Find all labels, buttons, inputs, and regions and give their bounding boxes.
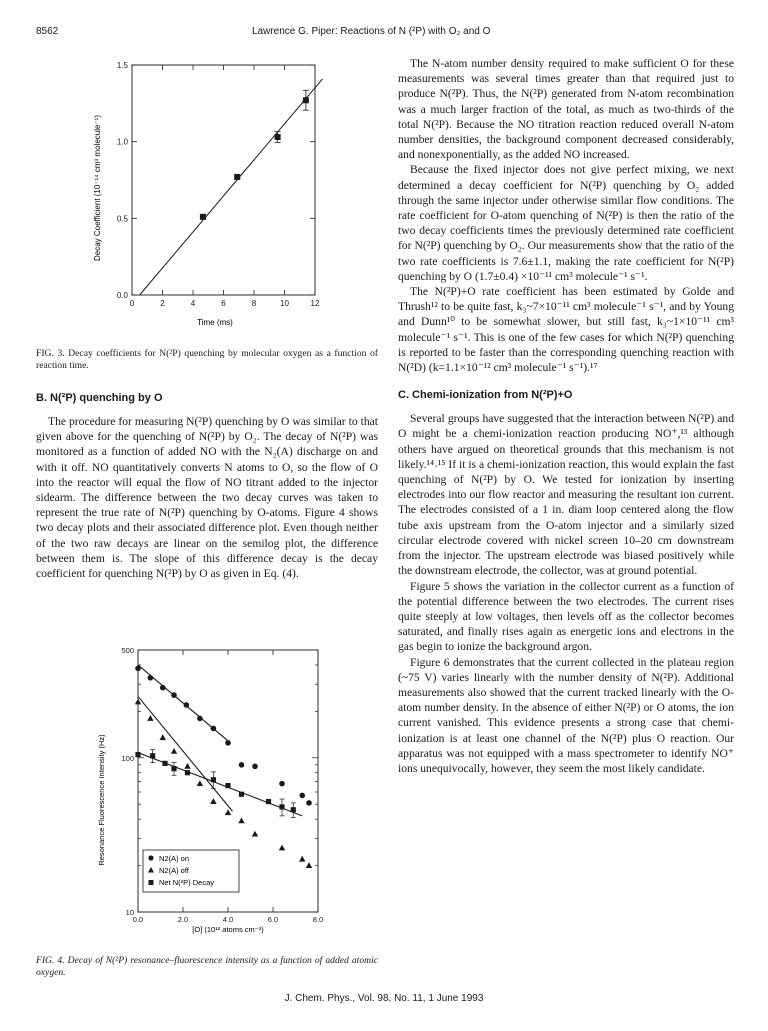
legend-marker-square — [149, 880, 154, 885]
fig4-y-tick-label: 100 — [121, 753, 134, 763]
fig3-xlabel: Time (ms) — [197, 318, 233, 327]
fig3-x-tick-label: 0 — [129, 299, 135, 308]
fig3-data-point — [234, 174, 240, 180]
fig4-point-square — [135, 752, 140, 757]
right-paragraph-4: Several groups have suggested that the interaction between N(²P) and O might be a chemi-ionization reaction producing NO⁺,¹³ although others have argued on theoretical grounds that this mechanism is not likely.¹⁴˒¹⁵ If it is a chemi-ionization reaction, this would explain the fast quenching of N(²P) by O. We tested for ionization by inserting electrodes into our flow reactor and measuring the resultant ion current. The electrodes consisted of a 1 in. diam loop centered along the flow tube axis upstream from the O-atom injector and a similarly sized circular electrode covered with nickel screen 10–20 cm downstream from the injector. The upstream electrode was biased positively while the downstream electrode, the collector, was at ground potential. — [398, 412, 734, 578]
fig4-point-circle — [197, 716, 203, 722]
fig4-point-triangle — [279, 845, 285, 851]
fig4-point-triangle — [299, 856, 305, 862]
fig4-point-circle — [148, 675, 154, 681]
fig4-point-square — [266, 799, 271, 804]
fig4-y-tick-label: 500 — [121, 646, 134, 655]
fig4-point-square — [150, 753, 155, 758]
legend-entry-0: N2(A) on — [159, 854, 190, 863]
fig4-xlabel: [O] (10¹² atoms cm⁻³) — [192, 925, 264, 934]
legend-marker-circle — [148, 855, 153, 860]
fig3-x-tick-label: 4 — [190, 299, 196, 308]
fig4-point-triangle — [184, 763, 190, 769]
fig4-point-circle — [171, 692, 177, 698]
fig4-point-triangle — [238, 817, 244, 823]
fig4-x-tick-label: 6.0 — [267, 915, 279, 924]
fig4-point-square — [239, 792, 244, 797]
fig3-x-tick-label: 8 — [251, 299, 257, 308]
fig4-x-tick-label: 2.0 — [177, 915, 189, 924]
right-paragraph-1: The N-atom number density required to make sufficient O for these measurements was several times greater than that required just to produce N(²P). Thus, the N(²P) generated from N-atom recombination was a much larger fraction of the total, as much as two-thirds of the total N(²P). Because the NO titration reaction reduced overall N-atom number densities, the background component decreased considerably, and nonexponentially, as the added NO increased. — [398, 57, 734, 162]
fig4-x-tick-label: 4.0 — [222, 915, 234, 924]
fig4-ylabel: Resonance Fluorescence Intensity (Hz) — [97, 734, 106, 866]
fig3-y-tick-label: 1.5 — [116, 61, 128, 70]
fig4-point-square — [171, 766, 176, 771]
fig4-point-triangle — [210, 798, 216, 804]
fig3-x-tick-label: 10 — [280, 299, 289, 308]
legend-entry-2: Net N(²P) Decay — [159, 878, 215, 887]
fig4-point-circle — [211, 726, 217, 732]
journal-footer: J. Chem. Phys., Vol. 98, No. 11, 1 June 1993 — [284, 993, 484, 1004]
fig4-point-triangle — [160, 734, 166, 740]
fig4-point-square — [211, 777, 216, 782]
fig4-point-square — [279, 804, 284, 809]
right-paragraph-6: Figure 6 demonstrates that the current collected in the plateau region (~75 V) varies linearly with the number density of N(²P). Additional measurements also showed that the current tracked linearly with the O-atom number density. In the absence of either N(²P) or O atoms, the ion current vanished. This evidence presents a strong case that chemi-ionization is at least one channel of the N(²P) plus O reaction. Our apparatus was not equipped with a mass spectrometer to identify NO⁺ ions unequivocally, however, they seem the most likely candidate. — [398, 655, 734, 775]
fig4-point-circle — [252, 764, 258, 770]
fig3-data-point — [275, 134, 281, 140]
fig4-point-triangle — [197, 780, 203, 786]
fig4-point-circle — [239, 762, 245, 768]
fig4-y-tick-label: 10 — [125, 908, 134, 917]
fig4-legend — [143, 850, 239, 892]
figure-3-caption: FIG. 3. Decay coefficients for N(²P) quenching by molecular oxygen as a function of reaction time. — [36, 348, 378, 371]
fig3-ylabel: Decay Coefficient (10⁻¹⁴ cm³ molecule⁻¹) — [93, 115, 102, 261]
fig4-point-circle — [279, 781, 285, 787]
right-paragraph-5: Figure 5 shows the variation in the collector current as a function of the potential difference between the two electrodes. The current rises quite steeply at low voltages, then levels off as the collector becomes saturated, and finally rises again as energetic ions and electrons in the gas begin to ionize the background argon. — [398, 579, 734, 654]
figure-3-chart — [60, 55, 360, 330]
fig3-x-tick-label: 2 — [160, 299, 165, 308]
fig4-point-circle — [306, 800, 312, 806]
fig4-point-circle — [160, 685, 166, 691]
fig3-y-tick-label: 0.0 — [116, 291, 128, 300]
fig4-point-triangle — [225, 809, 231, 815]
fig4-point-square — [162, 761, 167, 766]
fig4-point-square — [225, 783, 230, 788]
fig4-point-circle — [299, 793, 305, 799]
fig3-fit-line — [140, 79, 323, 295]
fig3-x-tick-label: 12 — [310, 299, 320, 308]
fig4-point-square — [291, 807, 296, 812]
fig4-point-circle — [225, 740, 231, 746]
fig4-point-triangle — [306, 862, 312, 868]
right-paragraph-3: The N(²P)+O rate coefficient has been estimated by Golde and Thrush¹² to be quite fast, k₃~7×10⁻¹¹ cm³ molecule⁻¹ s⁻¹, and by Young and Dunn¹⁰ to be somewhat slower, but still fast, k₃~1×10⁻¹¹ cm³ molecule⁻¹ s⁻¹. This is one of the few cases for which N(²P) quenching is reported to be faster than the corresponding quenching reaction with N(²D) (k=1.1×10⁻¹² cm³ molecule⁻¹ s⁻¹).¹⁷ — [398, 285, 734, 375]
legend-entry-1: N2(A) off — [159, 866, 189, 875]
fig4-point-triangle — [171, 748, 177, 754]
figure-4-chart — [78, 640, 348, 940]
fig3-y-tick-label: 1.0 — [116, 137, 128, 147]
fig3-plot-frame — [132, 65, 315, 295]
fig3-data-point — [200, 214, 206, 220]
fig4-point-triangle — [147, 715, 153, 721]
section-heading-c: C. Chemi-ionization from N(²P)+O — [398, 389, 573, 402]
fig3-y-tick-label: 0.5 — [116, 214, 128, 224]
right-paragraph-2: Because the fixed injector does not give perfect mixing, we next determined a decay coefficient for N(²P) quenching by O₂ added through the same injector under otherwise similar flow conditions. The rate coefficient for O-atom quenching of N(²P) is then the ratio of the two decay coefficients times the previously determined rate coefficient for N(²P) quenching by O₂. Our measurements show that the ratio of the two rate coefficients is 7.6±1.1, making the rate coefficient for N(²P) quenching by O (1.7±0.4) ×10⁻¹¹ cm³ molecule⁻¹ s⁻¹. — [398, 163, 734, 283]
fig4-point-square — [185, 770, 190, 775]
fig4-x-tick-label: 8.0 — [312, 915, 324, 924]
left-paragraph: The procedure for measuring N(²P) quenching by O was similar to that given above for the quenching of N(²P) by O₂. The decay of N(²P) was monitored as a function of added NO with the N₂(A) discharge on and with it off. NO quantitatively converts N atoms to O, so the flow of O into the reactor will equal the flow of NO titrant added to the injector sidearm. The difference between the two decay curves was taken to represent the true rate of N(²P) quenching by O-atoms. Figure 4 shows two decay plots and their associated difference plot. Even though neither of the two raw decays are linear on the semilog plot, the difference between them is. The slope of this difference decay is the decay coefficient for quenching N(²P) by O as given in Eq. (4). — [36, 415, 378, 581]
running-title: Lawrence G. Piper: Reactions of N (²P) with O₂ and O — [252, 26, 491, 37]
fig4-point-circle — [135, 666, 141, 672]
fig4-point-triangle — [252, 831, 258, 837]
fig4-point-circle — [184, 702, 190, 708]
fig3-data-point — [303, 97, 309, 103]
fig4-x-tick-label: 0.0 — [132, 915, 144, 924]
section-heading-b: B. N(²P) quenching by O — [36, 392, 163, 404]
page-number: 8562 — [36, 26, 59, 37]
figure-4-caption: FIG. 4. Decay of N(²P) resonance–fluorescence intensity as a function of added atomic oxygen. — [36, 955, 378, 978]
fig3-x-tick-label: 6 — [221, 299, 226, 308]
